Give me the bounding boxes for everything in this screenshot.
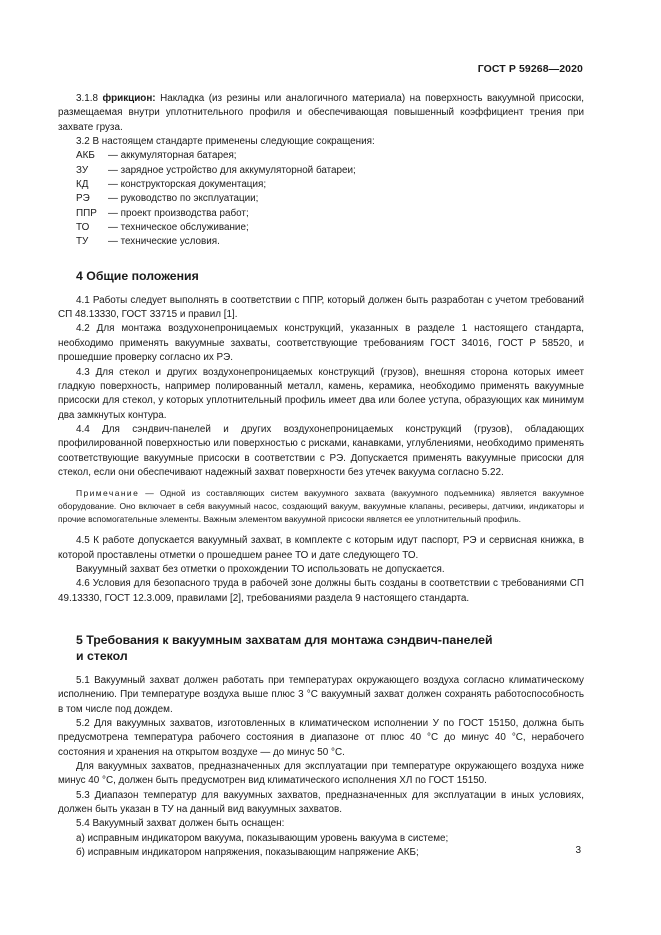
abbreviation-meaning: — аккумуляторная батарея; <box>108 150 237 162</box>
abbreviation-row <box>76 207 584 221</box>
page-number: 3 <box>575 845 581 856</box>
abbreviation-code: ЗУ <box>76 164 89 176</box>
paragraph-4-5-continued: Вакуумный захват без отметки о прохождении ТО использовать не допускается. <box>76 563 445 575</box>
paragraph-3-2: 3.2 В настоящем стандарте применены следующие сокращения: <box>76 136 375 148</box>
section-5-heading <box>76 632 584 664</box>
paragraph-5-4-a: а) исправным индикатором вакуума, показывающим уровень вакуума в системе; <box>76 832 449 844</box>
abbreviation-code: АКБ <box>76 150 95 162</box>
abbreviation-meaning: — зарядное устройство для аккумуляторной батареи; <box>108 164 356 176</box>
abbreviation-code: ТО <box>76 222 90 234</box>
abbreviation-list <box>58 149 584 249</box>
paragraph-5-2-continued: Для вакуумных захватов, предназначенных для эксплуатации при температуре окружающего воздуха ниже минус 40 °С, должен быть предусмотрен вид климатического исполнения ХЛ по ГОСТ 15150. <box>58 761 584 787</box>
abbreviation-meaning: — техническое обслуживание; <box>108 222 249 234</box>
paragraph-5-3: 5.3 Диапазон температур для вакуумных захватов, предназначенных для эксплуатации в иных условиях, должен быть указан в ТУ на данный вид вакуумных захватов. <box>58 789 584 816</box>
abbreviation-code: КД <box>76 179 89 191</box>
paragraph-4-4: 4.4 Для сэндвич-панелей и других воздухонепроницаемых конструкций (грузов), обладающих профилированной поверхностью или поверхностью с рисками, канавками, углублениями, необходимо применять соответствующие вакуумные присоски в соответствии с РЭ. Допускается применять вакуумные присоски для стекол, если они обеспечивают надежный захват поверхности без утечек вакуума согласно 5.22. <box>58 423 584 478</box>
paragraph-5-4: 5.4 Вакуумный захват должен быть оснащен: <box>76 818 285 830</box>
abbreviation-code: ТУ <box>76 236 89 248</box>
note <box>58 487 584 526</box>
page-content <box>58 92 584 860</box>
abbreviation-row <box>76 149 584 163</box>
abbreviation-meaning: — руководство по эксплуатации; <box>108 193 259 205</box>
paragraph-4-3: 4.3 Для стекол и других воздухонепроницаемых конструкций (грузов), внешняя сторона которых имеет гладкую поверхность, например полированный металл, камень, керамика, необходимо применять вакуумные присоски для стекол, у которых уплотнительный профиль имеет два или более уступа, образующих как минимум два замкнутых контура. <box>58 366 584 421</box>
section-5-heading-line2: и стекол <box>76 648 128 663</box>
section-5-heading-line1: 5 Требования к вакуумным захватам для монтажа сэндвич-панелей <box>76 632 493 647</box>
clause-number: 3.1.8 <box>76 93 98 104</box>
paragraph-5-2: 5.2 Для вакуумных захватов, изготовленных в климатическом исполнении У по ГОСТ 15150, должна быть предусмотрена температура рабочего состояния в диапазоне от плюс 40 °С до минус 40 °С, нерабочего состояния и хранения на открытом воздухе — до минус 50 °С. <box>58 718 584 758</box>
note-text: — Одной из составляющих систем вакуумного захвата (вакуумного подъемника) является вакуумное оборудование. Оно включает в себя вакуумный насос, создающий вакуум, вакуумные клапаны, ресиверы, датчики, индикаторы и прочие вспомогательные элементы. Важным элементом вакуумной присоски является ее уплотнительный профиль. <box>58 488 584 525</box>
abbreviation-row <box>76 164 584 178</box>
abbreviation-meaning: — технические условия. <box>108 236 220 248</box>
paragraph-5-1: 5.1 Вакуумный захват должен работать при температурах окружающего воздуха согласно климатическому исполнению. При температуре воздуха выше плюс 3 °С вакуумный захват должен сохранять работоспособность в том числе под дождем. <box>58 674 584 715</box>
paragraph-4-5: 4.5 К работе допускается вакуумный захват, в комплекте с которым идут паспорт, РЭ и сервисная книжка, в которой проставлены отметки о прошедшем ранее ТО и дате следующего ТО. <box>58 535 584 561</box>
paragraph-4-2: 4.2 Для монтажа воздухонепроницаемых конструкций, указанных в разделе 1 настоящего стандарта, необходимо применять вакуумные захваты, соответствующие требованиям ГОСТ 34016, ГОСТ Р 58520, и прошедшие проверку согласно их РЭ. <box>58 323 584 364</box>
abbreviation-row <box>76 192 584 206</box>
paragraph-3-1-8 <box>58 92 584 135</box>
abbreviation-row <box>76 178 584 192</box>
standard-header: ГОСТ Р 59268—2020 <box>477 63 583 75</box>
abbreviation-meaning: — проект производства работ; <box>108 207 249 219</box>
section-4-heading: 4 Общие положения <box>76 268 199 283</box>
abbreviation-row <box>76 235 584 249</box>
term-definition: Накладка (из резины или аналогичного материала) на поверхность вакуумной присоски, размещаемая внутри уплотнительного профиля и обеспечивающая повышенный коэффициент трения при захвате груза. <box>58 93 584 133</box>
abbreviation-code: РЭ <box>76 193 90 205</box>
term: фрикцион: <box>102 93 156 104</box>
abbreviation-code: ППР <box>76 207 97 219</box>
paragraph-4-6: 4.6 Условия для безопасного труда в рабочей зоне должны быть созданы в соответствии с требованиями СП 49.13330, ГОСТ 12.3.009, правилами [2], требованиями раздела 9 настоящего стандарта. <box>58 578 584 604</box>
paragraph-5-4-b: б) исправным индикатором напряжения, показывающим напряжение АКБ; <box>76 847 419 859</box>
note-label: Примечание <box>76 488 140 499</box>
paragraph-4-1: 4.1 Работы следует выполнять в соответствии с ППР, который должен быть разработан с учетом требований СП 48.13330, ГОСТ 33715 и правил [1]. <box>58 294 584 321</box>
abbreviation-row <box>76 221 584 235</box>
abbreviation-meaning: — конструкторская документация; <box>108 179 267 191</box>
